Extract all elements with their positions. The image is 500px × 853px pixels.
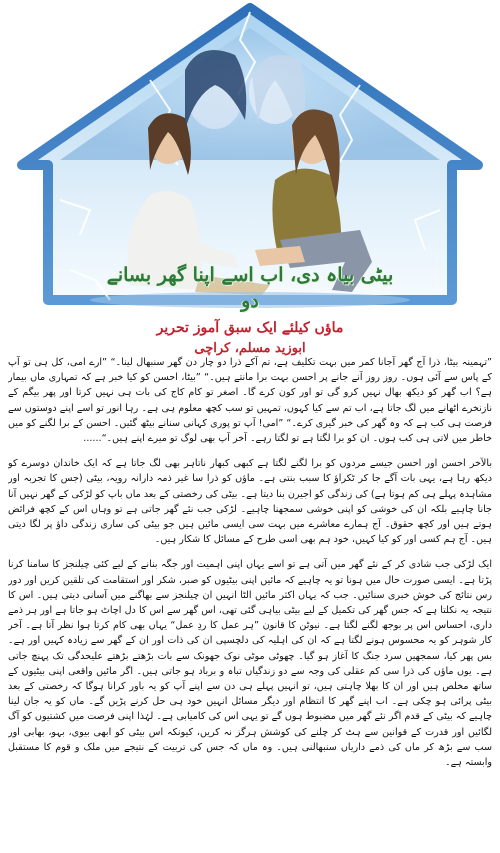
author-byline: ابوزید مسلم، کراچی [194,341,306,356]
article-body [8,355,492,850]
paragraph-1: ”تہمینہ بیٹا، ذرا آج گھر آجانا کمر میں بہت تکلیف ہے، تم آکے ذرا دو چار دن گھر سنبھال لینا۔“ ”ارے امی، کل ہی تو آپ کے پاس سے آئی ہوں۔ روز روز آنے جانے پر احسن بہت برا مانتے ہیں۔“ ”بیٹا، احسن کو کیا خبر ہے کہ تمہاری ماں بیمار ہے؟ اب گھر کو دیکھ بھال نہیں کرو گی تو اور کون کرے گا۔ اصغر تو کام کاج کی بات ہی نہیں کرتا اور پھر بیگم کے نازنخرے اٹھانے میں لگ جاتا ہے، اب تم سے کیا کہوں، تمہیں تو سب کچھ معلوم ہی ہے۔ رہا انور تو اسے اپنے دوستوں سے فرصت ہی کب ہے کہ وہ گھر کی خبر گیری کرے۔“ ”امی! آپ تو پوری کہانی سنانے بیٹھ گئیں۔ احسن کے برا لگنے کو میں خاطر میں لاتی ہی کب ہوں۔ ان کو برا لگتا ہے تو لگتا رہے۔ آخر آپ بھی لوگ تو میرے اپنے ہیں۔“...... [8,357,492,445]
title-block [0,262,500,354]
page-title: بیٹی بیاہ دی، اب اسے اپنا گھر بسانے دو [106,264,394,312]
paragraph-2: بالآخر احسن اور احسن جیسے مردوں کو برا لگنے لگتا ہے کبھی کبھار ناتاہر بھی لگ جاتا ہے کہ ایک خاندان دوسرے کو دیکھ رہا ہے، یہی بات آگے جا کر ٹکراؤ کا سبب بنتی ہے۔ ماؤں کو ذرا سا غیر ذمہ دارانہ رویہ، بیٹی (جس کا تجربہ اور مشاہدہ پہلے ہی کم ہوتا ہے) کی زندگی کو اجیرن بنا دیتا ہے۔ بیٹی کی رخصتی کے بعد ماں باپ کو لڑکی کے گھر نہیں آنا جانا چاہیے بلکہ ان کی خوشی کو اپنی خوشی سمجھنا چاہیے۔ لڑکی جب نئے گھر جاتی ہے تو وہاں اس کے کچھ فرائض ہوتے ہیں اور کچھ حقوق۔ آج ہمارے معاشرے میں بہت سی ایسی مائیں ہیں جو بیٹی کی ساری زندگی داؤ پر لگا دیتی ہیں۔ آج ہم کسی اور کو کیا کہیں، خود ہم بھی اسی طرح کے مسائل کا شکار ہیں۔ [8,458,492,546]
paragraph-3: ایک لڑکی جب شادی کر کے نئے گھر میں آتی ہے تو اسے یہاں اپنی اہمیت اور جگہ بنانے کے لیے کئی چیلنجز کا سامنا کرنا پڑتا ہے۔ ایسی صورت حال میں ہونا تو یہ چاہیے کہ مائیں اپنی بیٹیوں کو صبر، شکر اور استقامت کی تلقین کریں اور دور رس نتائج کی خوش خبری سنائیں۔ جب کہ یہاں اکثر مائیں الٹا انہیں ان چیلنجز سے بھاگنے میں آسانی دیتی ہیں۔ اس کا نتیجہ یہ نکلتا ہے کہ جس گھر کی تکمیل کے لیے بیٹی بیاہی گئی تھی، اس گھر سے اس کا دل اچاٹ ہو جاتا ہے اور ہر ذمے داری، احساس اس پر بوجھ لگنے لگتا ہے۔ نیوٹن کا قانون ”ہر عمل کا ردِ عمل“ یہاں بھی کام کرتا ہوا نظر آتا ہے۔ آخر کار شوہر کو یہ محسوس ہونے لگتا ہے کہ ان کی اہلیہ کی دلچسپی ان کی ذات اور ان کے گھر سے زیادہ کہیں اور ہے۔ بس پھر کیا، سمجھیں سرد جنگ کا آغاز ہو گیا۔ چھوٹی موٹی نوک جھونک سے بات بڑھتے بڑھتے علیحدگی تک پہنچ جاتی ہے۔ یوں ماؤں کی ذرا سی کم عقلی کی وجہ سے دو زندگیاں تباہ و برباد ہو جاتی ہیں۔ اگر مائیں واقعی اپنی بیٹیوں کے ساتھ مخلص ہیں اور ان کا بھلا چاہتی ہیں، تو انہیں پہلے ہی دن سے اپنے آپ کو یہ باور کرانا ہوگا کہ رخصتی کے بعد بیٹی پرائی ہو چکی ہے۔ اب اپنے گھر کا انتظام اور دیگر مسائل انہیں خود ہی حل کرنے پڑیں گے۔ ماں کو یہ جان لینا چاہیے کہ بیٹی کے قدم اگر نئے گھر میں مضبوط ہوں گے تو یہی اس کی کامیابی ہے۔ لہٰذا اپنی فرصت میں کشتیوں کو آگ لگائیں اور قدرت کے قوانین سے ہٹ کر چلنے کی کوشش ہرگز نہ کریں، کیونکہ اس بیٹی کو ابھی بیوی، بہو، بھابی اور سب سے بڑھ کر ماں کی ذمے داریاں سنبھالنی ہیں۔ وہ ماں کہ جس کی تربیت کے نتیجے میں ملک و قوم کا مستقبل وابستہ ہے۔ [8,559,492,769]
page-subtitle: ماؤں کیلئے ایک سبق آموز تحریر [156,320,344,336]
